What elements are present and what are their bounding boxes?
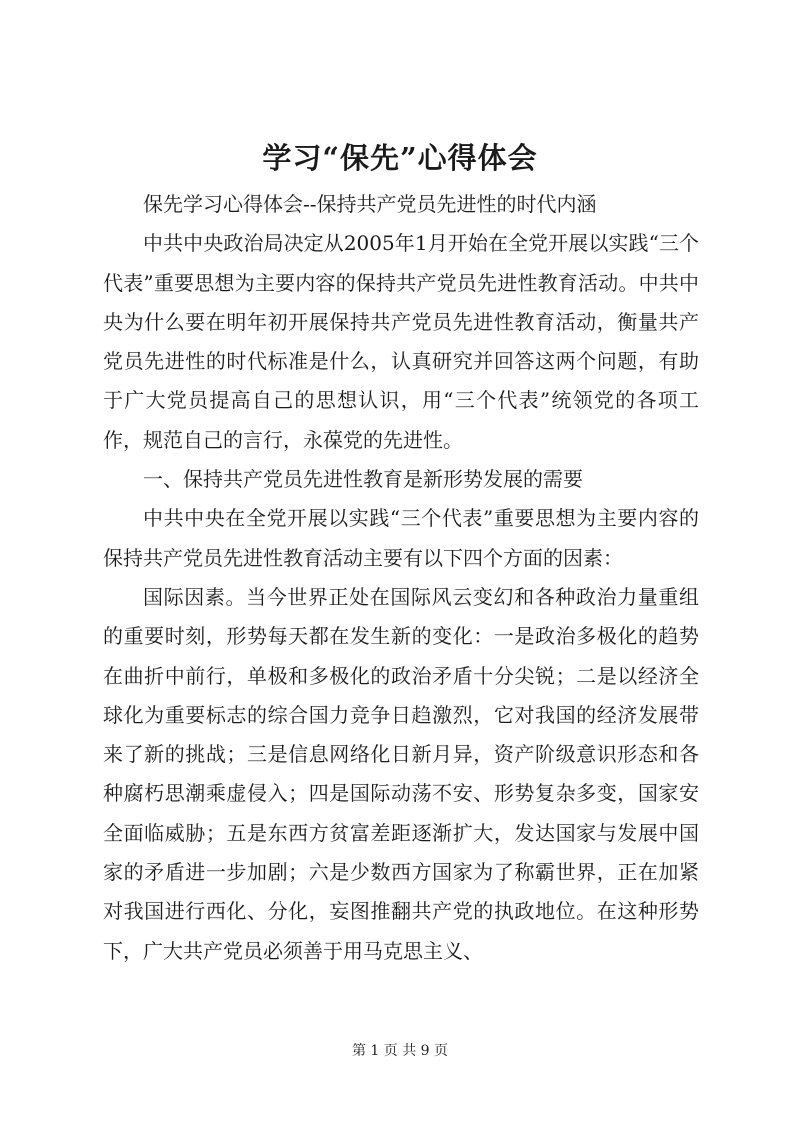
paragraph-international-factors: 国际因素。当今世界正处在国际风云变幻和各种政治力量重组的重要时刻，形势每天都在发生新的变化：一是政治多极化的趋势在曲折中前行，单极和多极化的政治矛盾十分尖锐；二是以经济全球化为重要标志的综合国力竞争日趋激烈，它对我国的经济发展带来了新的挑战；三是信息网络化日新月异，资产阶级意识形态和各种腐朽思潮乘虚侵入；四是国际动荡不安、形势复杂多变，国家安全面临威胁；五是东西方贫富差距逐渐扩大，发达国家与发展中国家的矛盾进一步加剧；六是少数西方国家为了称霸世界，正在加紧对我国进行西化、分化，妄图推翻共产党的执政地位。在这种形势下，广大共产党员必须善于用马克思主义、 (103, 584, 699, 963)
page-number-footer: 第 1 页 共 9 页 (351, 1043, 449, 1059)
paragraph-factors-intro: 中共中央在全党开展以实践“三个代表”重要思想为主要内容的保持共产党员先进性教育活动主要有以下四个方面的因素： (103, 506, 699, 570)
paragraph-intro: 中共中央政治局决定从2005年1月开始在全党开展以实践“三个代表”重要思想为主要内容的保持共产党员先进性教育活动。中共中央为什么要在明年初开展保持共产党员先进性教育活动，衡量共产党员先进性的时代标准是什么，认真研究并回答这两个问题，有助于广大党员提高自己的思想认识，用“三个代表”统领党的各项工作，规范自己的言行，永葆党的先进性。 (103, 231, 699, 452)
document-body (103, 185, 699, 971)
paragraph-section-heading: 一、保持共产党员先进性教育是新形势发展的需要 (143, 467, 583, 492)
paragraph-subtitle: 保先学习心得体会--保持共产党员先进性的时代内涵 (143, 192, 597, 216)
document-title: 学习“保先”心得体会 (262, 141, 538, 175)
